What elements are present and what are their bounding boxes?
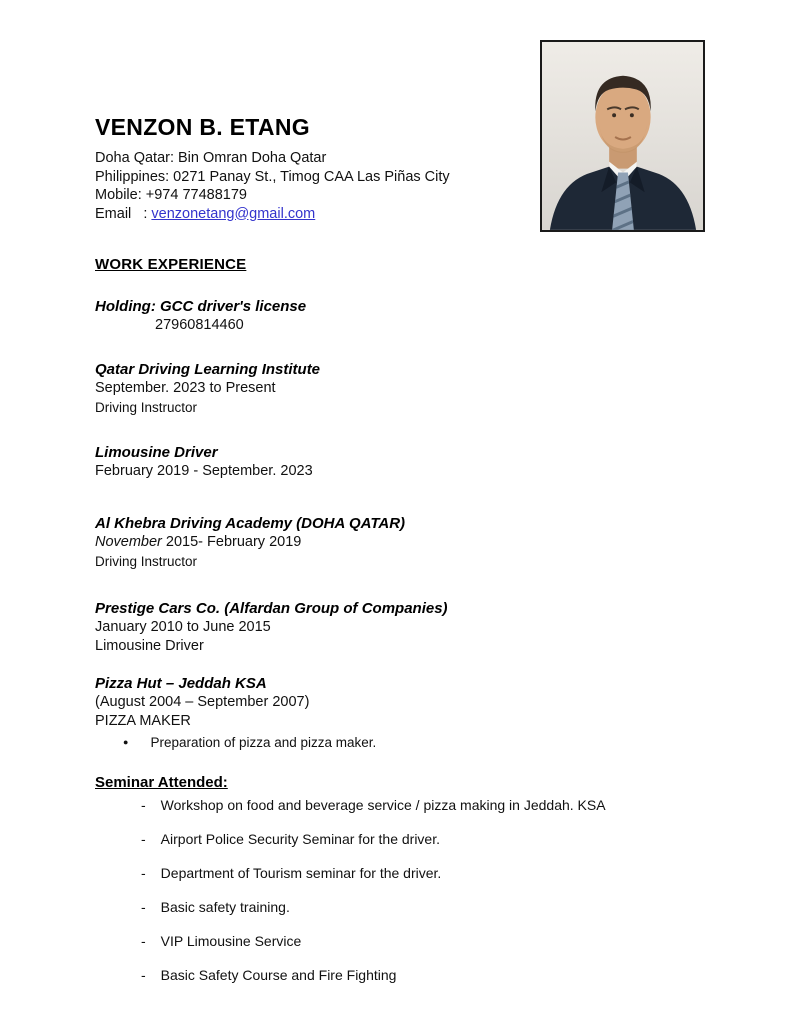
- entry-role: Driving Instructor: [95, 554, 198, 569]
- work-entry-limousine-driver: [95, 443, 715, 481]
- address-doha: Doha Qatar: Bin Omran Doha Qatar: [95, 150, 327, 166]
- seminar-section: [95, 774, 715, 985]
- mobile-number: Mobile: +974 77488179: [95, 187, 247, 203]
- entry-role: PIZZA MAKER: [95, 713, 191, 729]
- entry-title: Limousine Driver: [95, 444, 218, 461]
- entry-role: Driving Instructor: [95, 400, 198, 415]
- entry-title: Qatar Driving Learning Institute: [95, 361, 321, 378]
- email-link[interactable]: venzonetang@gmail.com: [151, 205, 316, 222]
- portrait-illustration: [542, 42, 703, 230]
- seminar-item: - Workshop on food and beverage service / pizza making in Jeddah. KSA: [95, 795, 715, 815]
- entry-title: Al Khebra Driving Academy (DOHA QATAR): [95, 515, 406, 532]
- work-entry-license: [95, 297, 715, 335]
- section-title-seminar: Seminar Attended:: [95, 774, 228, 791]
- entry-dates: February 2019 - September. 2023: [95, 463, 313, 479]
- resume-body: [95, 256, 715, 999]
- resume-header: [95, 114, 525, 223]
- entry-title: Prestige Cars Co. (Alfardan Group of Companies): [95, 600, 448, 617]
- entry-dates: January 2010 to June 2015: [95, 619, 271, 635]
- seminar-item: - Airport Police Security Seminar for the driver.: [95, 829, 715, 849]
- seminar-item: - Basic safety training.: [95, 897, 715, 917]
- entry-role: Limousine Driver: [95, 638, 204, 654]
- email-label: Email :: [95, 205, 148, 222]
- entry-title: Holding: GCC driver's license: [95, 298, 307, 315]
- seminar-item: - Department of Tourism seminar for the driver.: [95, 863, 715, 883]
- email-line: [95, 205, 525, 224]
- work-entry-pizza-hut: [95, 674, 715, 752]
- entry-dates: September. 2023 to Present: [95, 380, 276, 396]
- entry-title: Pizza Hut – Jeddah KSA: [95, 675, 267, 692]
- portrait-photo: [540, 40, 705, 232]
- entry-dates-rest: 2015- February 2019: [161, 534, 302, 550]
- seminar-item: - VIP Limousine Service: [95, 931, 715, 951]
- section-title-work-experience: WORK EXPERIENCE: [95, 256, 247, 273]
- entry-dates: [95, 533, 715, 552]
- license-number: 27960814460: [155, 317, 244, 333]
- work-entry-prestige-cars: [95, 599, 715, 656]
- address-philippines: Philippines: 0271 Panay St., Timog CAA Las Piñas City: [95, 168, 450, 185]
- entry-dates: (August 2004 – September 2007): [95, 694, 310, 710]
- entry-dates-month: November: [95, 534, 162, 550]
- work-entry-qatar-driving: [95, 360, 715, 417]
- work-entry-al-khebra: [95, 514, 715, 571]
- seminar-item: - Basic Safety Course and Fire Fighting: [95, 965, 715, 985]
- candidate-name: VENZON B. ETANG: [95, 114, 310, 140]
- entry-bullet: ● Preparation of pizza and pizza maker.: [95, 733, 715, 752]
